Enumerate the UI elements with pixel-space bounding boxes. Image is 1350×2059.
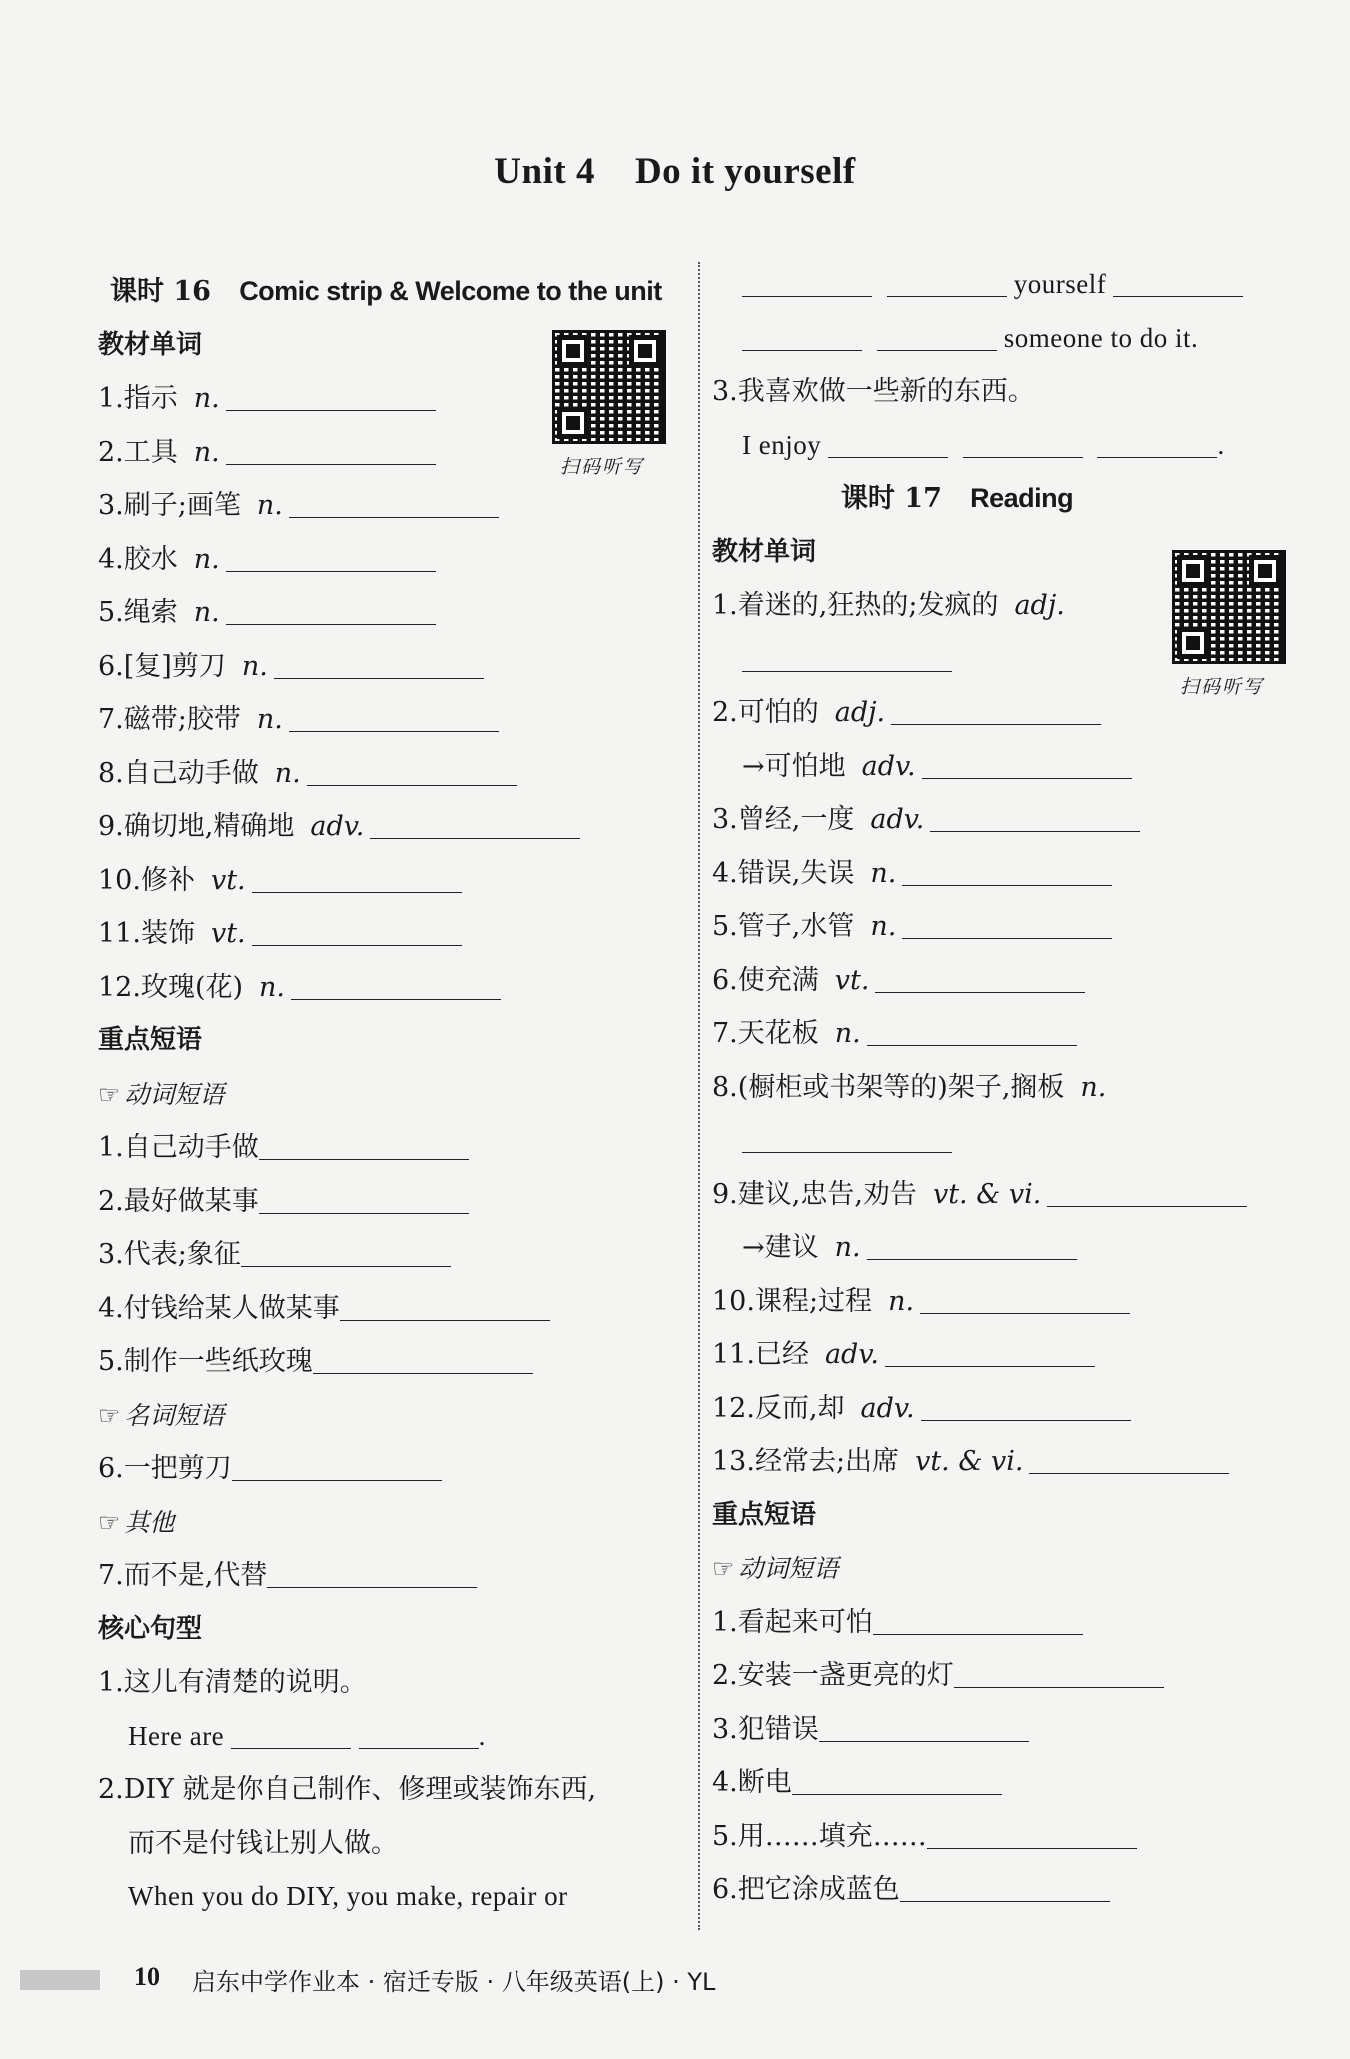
vocab-heading: 教材单词 (712, 536, 817, 567)
sentence-3-en: I enjoy . (712, 419, 1312, 473)
answer-blank[interactable] (370, 808, 580, 839)
answer-blank[interactable] (291, 969, 501, 1000)
answer-blank[interactable] (963, 427, 1083, 458)
answer-blank[interactable] (742, 1122, 952, 1153)
answer-blank[interactable] (920, 1283, 1130, 1314)
vocab-item: 10.课程;过程 n. (712, 1275, 1312, 1329)
sentence-3-cn: 3.我喜欢做一些新的东西。 (712, 376, 1035, 407)
lesson-17-heading: 课时 17 Reading (840, 483, 1074, 514)
phrase-item: 4.付钱给某人做某事 (98, 1282, 688, 1336)
answer-blank[interactable] (232, 1450, 442, 1481)
vocab-item-derived: →可怕地 adv. (712, 740, 1312, 794)
phrase-item: 3.代表;象征 (98, 1228, 688, 1282)
vocab-item: 9.建议,忠告,劝告 vt. & vi. (712, 1168, 1312, 1222)
footer-text: 启东中学作业本 · 宿迁专版 · 八年级英语(上) · YL (192, 1968, 716, 1996)
answer-blank[interactable] (927, 1818, 1137, 1849)
sentence-heading: 核心句型 (98, 1613, 203, 1644)
sentence-1-en: Here are . (98, 1710, 688, 1764)
answer-blank[interactable] (867, 1015, 1077, 1046)
unit-number: Unit 4 (494, 151, 595, 192)
arrow-icon: → (742, 750, 765, 782)
vocab-item: 8.自己动手做 n. (98, 747, 688, 801)
qr-label: 扫码听写 (1180, 676, 1265, 698)
vocab-item: 7.磁带;胶带 n. (98, 693, 688, 747)
answer-blank[interactable] (1113, 266, 1243, 297)
answer-blank[interactable] (307, 755, 517, 786)
qr-label: 扫码听写 (560, 456, 645, 478)
answer-blank[interactable] (885, 1336, 1095, 1367)
vocab-item: 2.可怕的 adj. (712, 686, 1312, 740)
pointing-hand-icon: ☞ (98, 1079, 121, 1109)
right-column (712, 258, 1312, 1917)
answer-blank[interactable] (877, 320, 997, 351)
vocab-item: 4.胶水 n. (98, 533, 688, 587)
vocab-item: 7.天花板 n. (712, 1007, 1312, 1061)
answer-blank[interactable] (274, 648, 484, 679)
phrase-item: 5.制作一些纸玫瑰 (98, 1335, 688, 1389)
vocab-item: 6.[复]剪刀 n. (98, 640, 688, 694)
arrow-icon: → (742, 1232, 765, 1263)
page-number: 10 (134, 1962, 160, 1991)
vocab-item: 4.错误,失误 n. (712, 847, 1312, 901)
phrase-heading: 重点短语 (712, 1499, 817, 1530)
answer-blank[interactable] (867, 1229, 1077, 1260)
vocab-item: 13.经常去;出席 vt. & vi. (712, 1435, 1312, 1489)
answer-blank[interactable] (742, 266, 872, 297)
unit-title (0, 150, 1350, 193)
answer-blank[interactable] (226, 434, 436, 465)
phrase-item: 2.最好做某事 (98, 1175, 688, 1229)
answer-blank[interactable] (819, 1711, 1029, 1742)
answer-blank[interactable] (340, 1290, 550, 1321)
sentence-2-en-cont2: someone to do it. (712, 312, 1312, 366)
phrase-item: 5.用……填充…… (712, 1810, 1312, 1864)
phrase-item: 1.看起来可怕 (712, 1596, 1312, 1650)
answer-blank[interactable] (259, 1129, 469, 1160)
answer-blank[interactable] (792, 1764, 1002, 1795)
sentence-2-en: When you do DIY, you make, repair or (128, 1881, 568, 1911)
vocab-item: 2.工具 n. (98, 426, 688, 480)
answer-blank[interactable] (289, 701, 499, 732)
answer-blank[interactable] (252, 862, 462, 893)
sentence-1-cn: 1.这儿有清楚的说明。 (98, 1667, 367, 1698)
answer-blank[interactable] (226, 594, 436, 625)
vocab-item: 9.确切地,精确地 adv. (98, 800, 688, 854)
other-label: ☞ 其他 (98, 1507, 175, 1537)
qr-code-icon[interactable] (1172, 550, 1286, 664)
vocab-item: 11.装饰 vt. (98, 907, 688, 961)
vocab-item: 3.刷子;画笔 n. (98, 479, 688, 533)
answer-blank[interactable] (241, 1236, 451, 1267)
answer-blank[interactable] (359, 1718, 479, 1749)
left-column (98, 265, 688, 1924)
column-divider (698, 262, 700, 1930)
verb-phrase-label: ☞ 动词短语 (98, 1079, 225, 1109)
phrase-item: 1.自己动手做 (98, 1121, 688, 1175)
answer-blank[interactable] (902, 908, 1112, 939)
answer-blank[interactable] (887, 266, 1007, 297)
answer-blank[interactable] (289, 487, 499, 518)
sentence-2-cn-cont: 而不是付钱让别人做。 (128, 1827, 398, 1859)
sentence-2-en-cont: yourself (712, 258, 1312, 312)
answer-blank[interactable] (742, 641, 952, 672)
answer-blank[interactable] (231, 1718, 351, 1749)
phrase-item: 7.而不是,代替 (98, 1549, 688, 1603)
answer-blank[interactable] (313, 1343, 533, 1374)
answer-blank[interactable] (954, 1657, 1164, 1688)
vocab-item: 8.(橱柜或书架等的)架子,搁板 n. (712, 1071, 1107, 1103)
answer-blank[interactable] (921, 1390, 1131, 1421)
answer-blank[interactable] (226, 380, 436, 411)
answer-blank[interactable] (742, 320, 862, 351)
vocab-item: 11.已经 adv. (712, 1328, 1312, 1382)
vocab-item: 6.使充满 vt. (712, 954, 1312, 1008)
answer-blank[interactable] (828, 427, 948, 458)
answer-blank[interactable] (267, 1557, 477, 1588)
answer-blank[interactable] (922, 748, 1132, 779)
phrase-item: 2.安装一盏更亮的灯 (712, 1649, 1312, 1703)
verb-phrase-label: ☞ 动词短语 (712, 1554, 839, 1583)
vocab-item: 12.玫瑰(花) n. (98, 961, 688, 1015)
qr-code-icon[interactable] (552, 330, 666, 444)
answer-blank[interactable] (873, 1604, 1083, 1635)
answer-blank[interactable] (252, 915, 462, 946)
vocab-item: 5.绳索 n. (98, 586, 688, 640)
answer-blank[interactable] (1029, 1443, 1229, 1474)
vocab-item: 10.修补 vt. (98, 854, 688, 908)
sentence-2-cn: 2.DIY 就是你自己制作、修理或装饰东西, (98, 1774, 597, 1805)
vocab-item: 5.管子,水管 n. (712, 900, 1312, 954)
answer-blank[interactable] (1097, 427, 1217, 458)
vocab-item-derived: →建议 n. (712, 1221, 1312, 1275)
footer-bar (20, 1970, 100, 1990)
unit-name: Do it yourself (634, 151, 856, 192)
phrase-item: 6.把它涂成蓝色 (712, 1863, 1312, 1917)
lesson-16-heading: 课时 16 Comic strip & Welcome to the unit (110, 276, 662, 307)
vocab-item-cont (712, 1114, 1312, 1168)
noun-phrase-label: ☞ 名词短语 (98, 1400, 225, 1430)
phrase-item: 6.一把剪刀 (98, 1442, 688, 1496)
phrase-item: 4.断电 (712, 1756, 1312, 1810)
answer-blank[interactable] (902, 855, 1112, 886)
phrase-item: 3.犯错误 (712, 1703, 1312, 1757)
answer-blank[interactable] (1047, 1176, 1247, 1207)
pointing-hand-icon: ☞ (98, 1400, 121, 1430)
pointing-hand-icon: ☞ (98, 1507, 121, 1537)
vocab-item: 12.反而,却 adv. (712, 1382, 1312, 1436)
vocab-heading: 教材单词 (98, 329, 203, 360)
answer-blank[interactable] (900, 1871, 1110, 1902)
vocab-item: 3.曾经,一度 adv. (712, 793, 1312, 847)
answer-blank[interactable] (875, 962, 1085, 993)
answer-blank[interactable] (259, 1183, 469, 1214)
answer-blank[interactable] (930, 801, 1140, 832)
page-footer (20, 1960, 1320, 2000)
vocab-item: 1.指示 n. (98, 372, 688, 426)
vocab-item: 1.着迷的,狂热的;发疯的 adj. (712, 590, 1065, 621)
phrase-heading: 重点短语 (98, 1025, 203, 1055)
answer-blank[interactable] (891, 694, 1101, 725)
answer-blank[interactable] (226, 541, 436, 572)
pointing-hand-icon: ☞ (712, 1554, 735, 1583)
